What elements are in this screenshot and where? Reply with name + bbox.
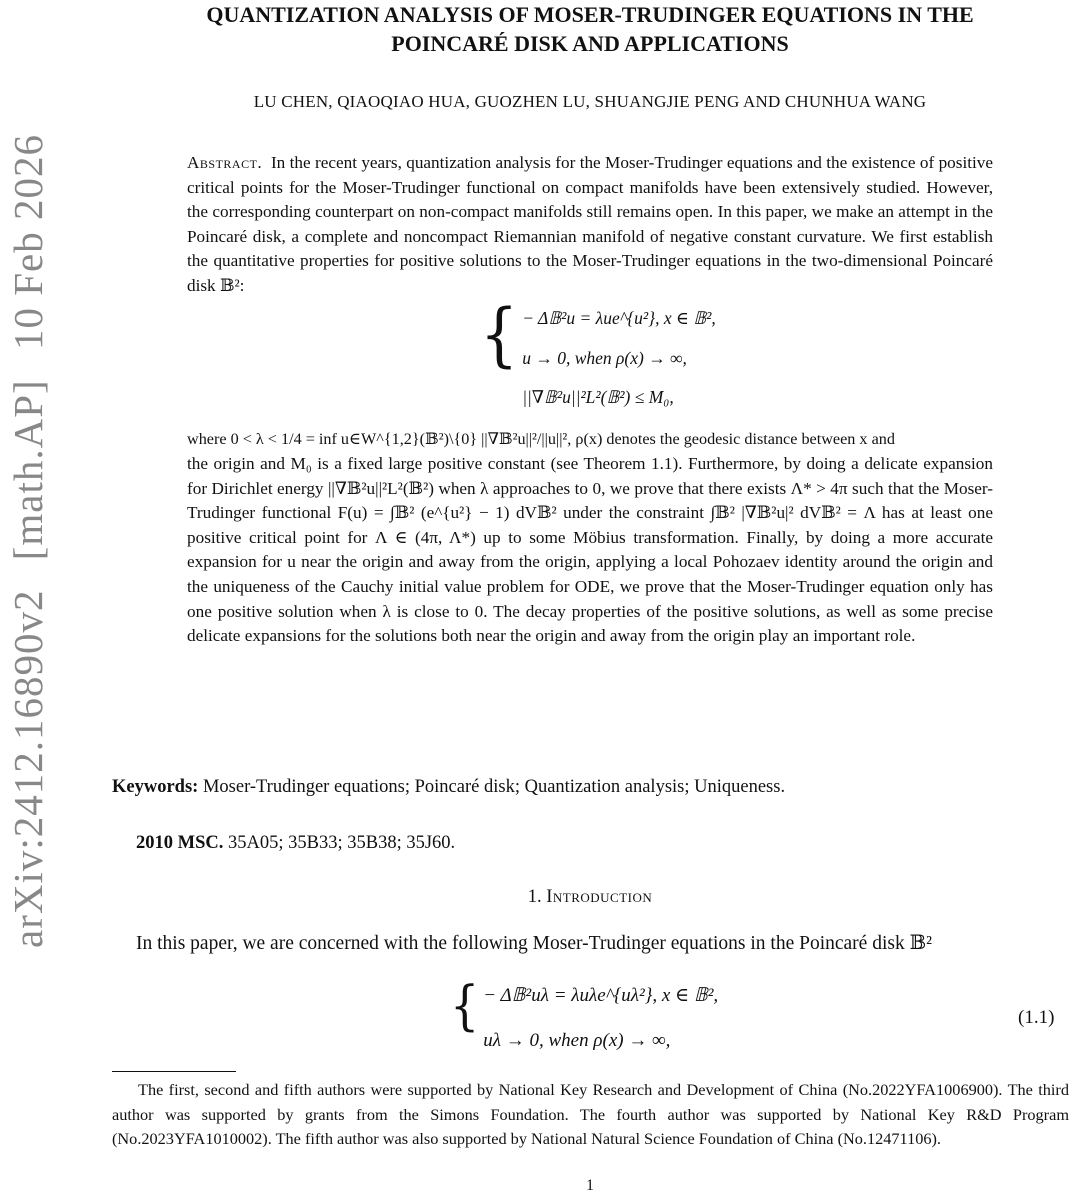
footnote-divider <box>112 1071 236 1072</box>
left-brace: { <box>480 294 519 376</box>
title-line-1: QUANTIZATION ANALYSIS OF MOSER-TRUDINGER EQUATIONS IN THE <box>206 2 974 27</box>
keywords-text: Moser-Trudinger equations; Poincaré disk; Quantization analysis; Uniqueness. <box>202 777 786 797</box>
equation-number: (1.1) <box>1018 1007 1055 1028</box>
intro-system-lines <box>483 984 718 1052</box>
keywords <box>112 777 785 798</box>
abstract-eq-line-2: u → 0, when ρ(x) → ∞, <box>522 347 687 368</box>
section-number: 1. <box>527 887 542 907</box>
msc-text: 35A05; 35B33; 35B38; 35J60. <box>228 833 456 853</box>
abstract-eq-line-1: − Δ𝔹²u = λue^{u²}, x ∈ 𝔹², <box>522 308 716 328</box>
abstract-intro-text: In the recent years, quantization analysis for the Moser-Trudinger equations and the existence of positive critical points for the Moser-Trudinger functional on compact manifolds have been extensively studied. However, the corresponding counterpart on non-compact manifolds still remains open. In this paper, we make an attempt in the Poincaré disk, a complete and noncompact Riemannian manifold of negative constant curvature. We first establish the quantitative properties for positive solutions to the Moser-Trudinger equations in the two-dimensional Poincaré disk 𝔹²: <box>187 153 993 295</box>
abstract-equation-system <box>480 294 716 408</box>
title-line-2: POINCARÉ DISK AND APPLICATIONS <box>391 31 789 56</box>
msc-classification <box>136 833 455 854</box>
msc-label: 2010 MSC. <box>136 833 224 853</box>
abstract-continued <box>187 426 993 649</box>
abstract-where-line: where 0 < λ < 1/4 = inf u∈W^{1,2}(𝔹²)\{0} ||∇𝔹²u||²/||u||², ρ(x) denotes the geodesic distance between x and <box>187 430 895 448</box>
intro-eq-line-2: uλ → 0, when ρ(x) → ∞, <box>483 1030 671 1051</box>
abstract-system-lines <box>522 308 716 408</box>
section-heading <box>470 887 710 908</box>
footnote-text: The first, second and fifth authors were supported by National Key Research and Development of China (No.2022YFA1006900). The third author was supported by grants from the Simons Foundation. The fourth author was supported by National Key R&D Program (No.2023YFA1010002). The fifth author was also supported by National Natural Science Foundation of China (No.12471106). <box>112 1080 1069 1148</box>
arxiv-category: [math.AP] <box>5 379 51 561</box>
intro-equation-system <box>450 974 719 1052</box>
intro-text: In this paper, we are concerned with the following Moser-Trudinger equations in the Poincaré disk 𝔹² <box>136 933 932 954</box>
author-list: LU CHEN, QIAOQIAO HUA, GUOZHEN LU, SHUANGJIE PENG AND CHUNHUA WANG <box>253 92 927 111</box>
section-title: Introduction <box>546 887 653 907</box>
paper-title <box>130 0 1050 58</box>
left-brace: { <box>450 974 480 1037</box>
abstract-body: the origin and M₀ is a fixed large positive constant (see Theorem 1.1). Furthermore, by doing a delicate expansion for Dirichlet energy ||∇𝔹²u||²L²(𝔹²) when λ approaches to 0, we prove that there exists Λ* > 4π such that the Moser-Trudinger functional F(u) = ∫𝔹² (e^{u²} − 1) dV𝔹² under the constraint ∫𝔹² |∇𝔹²u|² dV𝔹² = Λ has at least one positive critical point for Λ ∈ (4π, Λ*) up to some Möbius transformation. Finally, by doing a more accurate expansion for u near the origin and away from the origin, applying a local Pohozaev identity around the origin and the uniqueness of the Cauchy initial value problem for ODE, we prove that the Moser-Trudinger equation only has one positive solution when λ is close to 0. The decay properties of the positive solutions, as well as some precise delicate expansions for the solutions both near the origin and away from the origin play an important role. <box>187 454 993 646</box>
arxiv-date: 10 Feb 2026 <box>5 134 51 351</box>
page-number: 1 <box>586 1177 594 1194</box>
arxiv-id: arXiv:2412.16890v2 <box>5 589 51 948</box>
abstract-eq-line-3: ||∇𝔹²u||²L²(𝔹²) ≤ M₀, <box>522 387 674 407</box>
abstract-heading: Abstract. <box>187 153 263 172</box>
intro-eq-line-1: − Δ𝔹²uλ = λuλe^{uλ²}, x ∈ 𝔹², <box>483 985 719 1006</box>
footnote <box>112 1078 1069 1152</box>
abstract <box>187 151 993 299</box>
intro-paragraph <box>112 929 1069 958</box>
abstract-intro-paragraph <box>187 151 993 299</box>
arxiv-sidebar-stamp <box>4 116 52 948</box>
keywords-label: Keywords: <box>112 777 199 797</box>
